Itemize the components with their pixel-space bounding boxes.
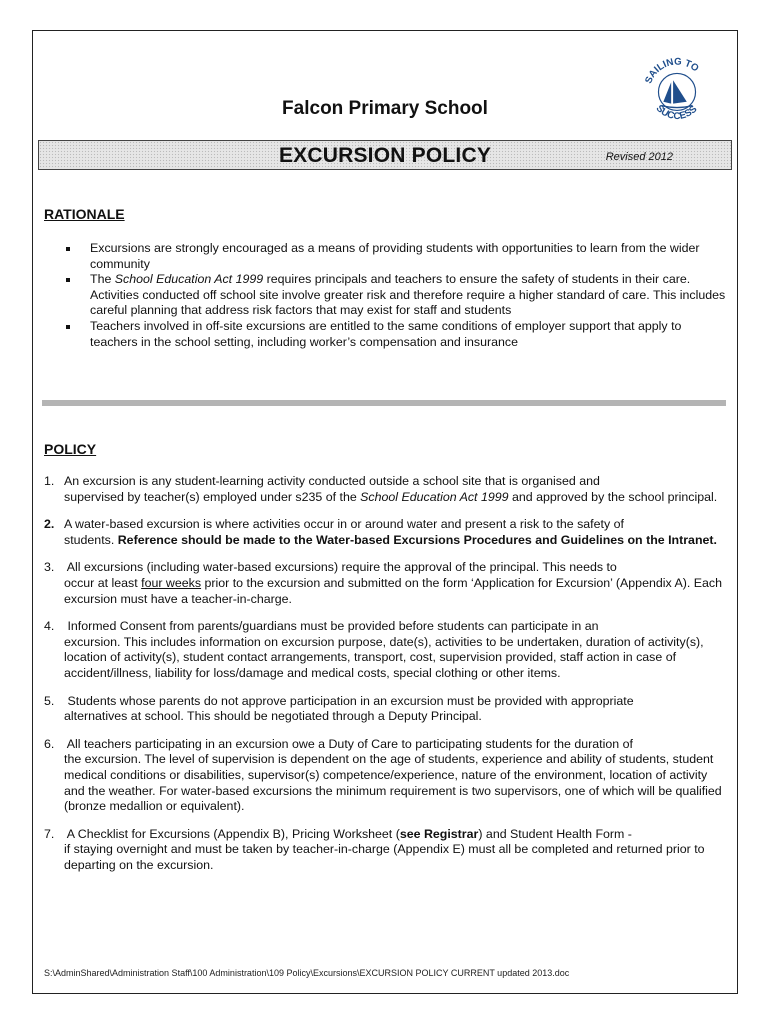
- item-number: 4.: [44, 619, 55, 634]
- school-name: Falcon Primary School: [282, 98, 488, 119]
- item-text: students.: [64, 532, 118, 547]
- bullet-text: requires principals and teachers to ensure the safety of students in their care. Activities conducted off school site involve greater risk and therefore require a higher standard of care. This includes careful planning that address risk factors that may exist for staff and students: [90, 272, 726, 318]
- item-number: 2.: [44, 517, 55, 532]
- bullet-text: Excursions are strongly encouraged as a means of providing students with opportunities to learn from the wider community: [90, 241, 700, 271]
- list-item: [66, 272, 726, 319]
- policy-heading: POLICY: [44, 441, 97, 457]
- bullet-icon: [66, 325, 70, 329]
- logo-text-bottom: SUCCESS: [653, 103, 700, 122]
- policy-item-2: [44, 517, 728, 548]
- policy-item-4: [44, 619, 728, 681]
- logo-text-top: SAILING TO: [643, 56, 701, 86]
- bullet-icon: [66, 278, 70, 282]
- item-text: excursion. This includes information on excursion purpose, date(s), activities to be undertaken, duration of activity(s), location of activity(s), student contact arrangements, transport, cost, supervision provided, staff action in case of accident/illness, liability for loss/damage and medical costs, special clothing or other items.: [64, 634, 704, 680]
- rationale-list: [66, 241, 726, 350]
- item-emphasis: Reference should be made to the Water-based Excursions Procedures and Guidelines on the Intranet.: [117, 532, 717, 547]
- bullet-text: Teachers involved in off-site excursions are entitled to the same conditions of employer support that apply to teachers in the school setting, including worker’s compensation and insurance: [90, 318, 682, 349]
- title-bar: [38, 140, 732, 170]
- item-text: All teachers participating in an excursion owe a Duty of Care to participating students for the duration of: [64, 736, 633, 751]
- item-text: Students whose parents do not approve participation in an excursion must be provided with appropriate: [64, 693, 634, 708]
- act-title: School Education Act 1999: [114, 272, 264, 287]
- section-divider: [42, 400, 726, 406]
- item-text: A Checklist for Excursions (Appendix B), Pricing Worksheet (: [64, 826, 400, 841]
- item-text: ) and Student Health Form -: [478, 826, 632, 841]
- policy-item-6: [44, 737, 728, 815]
- bullet-icon: [66, 247, 70, 251]
- item-text: supervised by teacher(s) employed under s235 of the: [64, 489, 361, 504]
- item-text: and approved by the school principal.: [508, 489, 718, 504]
- list-item: [66, 319, 726, 350]
- item-number: 5.: [44, 693, 55, 708]
- item-text: occur at least: [64, 575, 142, 590]
- policy-item-5: [44, 694, 728, 725]
- item-text: A water-based excursion is where activities occur in or around water and present a risk to the safety of: [64, 517, 624, 532]
- policy-item-1: [44, 474, 728, 505]
- policy-item-7: [44, 827, 728, 874]
- item-number: 6.: [44, 736, 55, 751]
- policy-list: [44, 474, 728, 885]
- item-text: An excursion is any student-learning activity conducted outside a school site that is organised and: [64, 474, 600, 488]
- item-number: 7.: [44, 826, 55, 841]
- item-text: if staying overnight and must be taken by teacher-in-charge (Appendix E) must all be completed and returned prior to departing on the excursion.: [64, 842, 705, 872]
- policy-title: EXCURSION POLICY: [278, 144, 492, 167]
- act-title: School Education Act 1999: [360, 489, 509, 504]
- policy-item-3: [44, 560, 728, 607]
- list-item: [66, 241, 726, 272]
- item-text: All excursions (including water-based excursions) require the approval of the principal. This needs to: [64, 560, 617, 575]
- item-text: Informed Consent from parents/guardians must be provided before students can participate in an: [64, 619, 599, 634]
- item-text: the excursion. The level of supervision is dependent on the age of students, experience and ability of students, student medical conditions or disabilities, supervisor(s) competence/experience, nature of the environment, location of activity and the weather. For water-based excursions the minimum requirement is two supervisors, one of which will be qualified (bronze medallion or equivalent).: [64, 752, 722, 814]
- file-path-footer: S:\AdminShared\Administration Staff\100 Administration\109 Policy\Excursions\EXCURSION POLICY CURRENT updated 2013.doc: [44, 968, 570, 978]
- item-emphasis: four weeks: [141, 575, 202, 590]
- item-text: prior to the excursion and submitted on the form ‘Application for Excursion’ (Appendix A). Each excursion must have a teacher-in-charge.: [64, 575, 722, 606]
- item-text: alternatives at school. This should be negotiated through a Deputy Principal.: [64, 709, 482, 724]
- item-emphasis: see Registrar: [399, 826, 479, 841]
- revised-date: Revised 2012: [605, 151, 673, 163]
- rationale-heading: RATIONALE: [44, 206, 125, 222]
- bullet-text: The: [90, 272, 115, 287]
- item-number: 1.: [44, 474, 55, 488]
- item-number: 3.: [44, 560, 55, 575]
